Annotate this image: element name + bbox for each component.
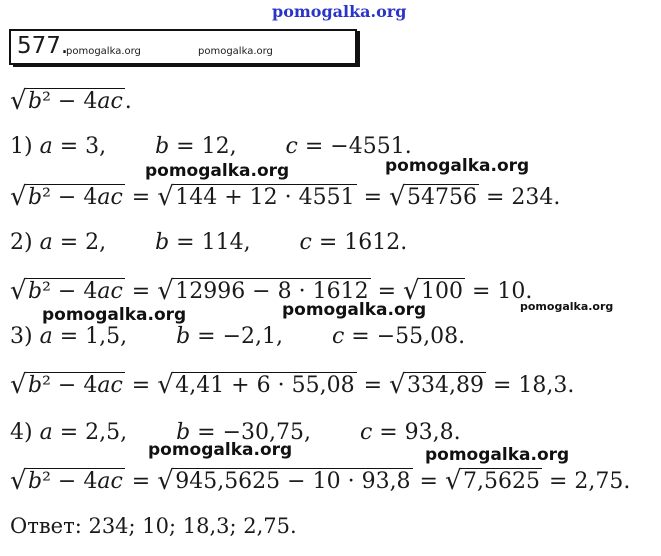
case-3-result: √ b² − 4ac = √ 4,41 + 6 · 55,08 = √ 334,89 = 18,3. — [10, 370, 575, 400]
watermark-4: pomogalka.org — [282, 300, 427, 320]
case-1-result: √ b² − 4ac = √ 144 + 12 · 4551 = √ 54756 = 234. — [10, 182, 561, 212]
problem-number: 577. — [17, 33, 69, 59]
watermark-1: pomogalka.org — [145, 161, 290, 181]
case-4-result: √ b² − 4ac = √ 945,5625 − 10 · 93,8 = √ 7,5625 = 2,75. — [10, 466, 631, 496]
case-2-result: √ b² − 4ac = √ 12996 − 8 · 1612 = √ 100 = 10. — [10, 276, 533, 306]
expression-line: √ b² − 4ac. — [10, 86, 132, 116]
watermark-6: pomogalka.org — [148, 440, 293, 460]
case-2-params: 2) a = 2, b = 114, c = 1612. — [10, 230, 408, 255]
case-1-params: 1) a = 3, b = 12, c = −4551. — [10, 134, 412, 159]
case-3-params: 3) a = 1,5, b = −2,1, c = −55,08. — [10, 324, 466, 349]
box-shadow — [356, 31, 360, 67]
box-watermark-1: pomogalka.org — [66, 46, 141, 57]
sqrt-expression: √ b² − 4ac — [10, 86, 123, 116]
watermark-top: pomogalka.org — [272, 2, 407, 21]
watermark-5: pomogalka.org — [520, 300, 614, 313]
answer-line: Ответ: 234; 10; 18,3; 2,75. — [10, 514, 297, 538]
case-4-params: 4) a = 2,5, b = −30,75, c = 93,8. — [10, 420, 461, 445]
box-shadow-bottom — [13, 64, 360, 67]
watermark-2: pomogalka.org — [385, 156, 530, 176]
watermark-7: pomogalka.org — [425, 445, 570, 465]
box-watermark-2: pomogalka.org — [198, 46, 273, 57]
watermark-3: pomogalka.org — [42, 305, 187, 325]
